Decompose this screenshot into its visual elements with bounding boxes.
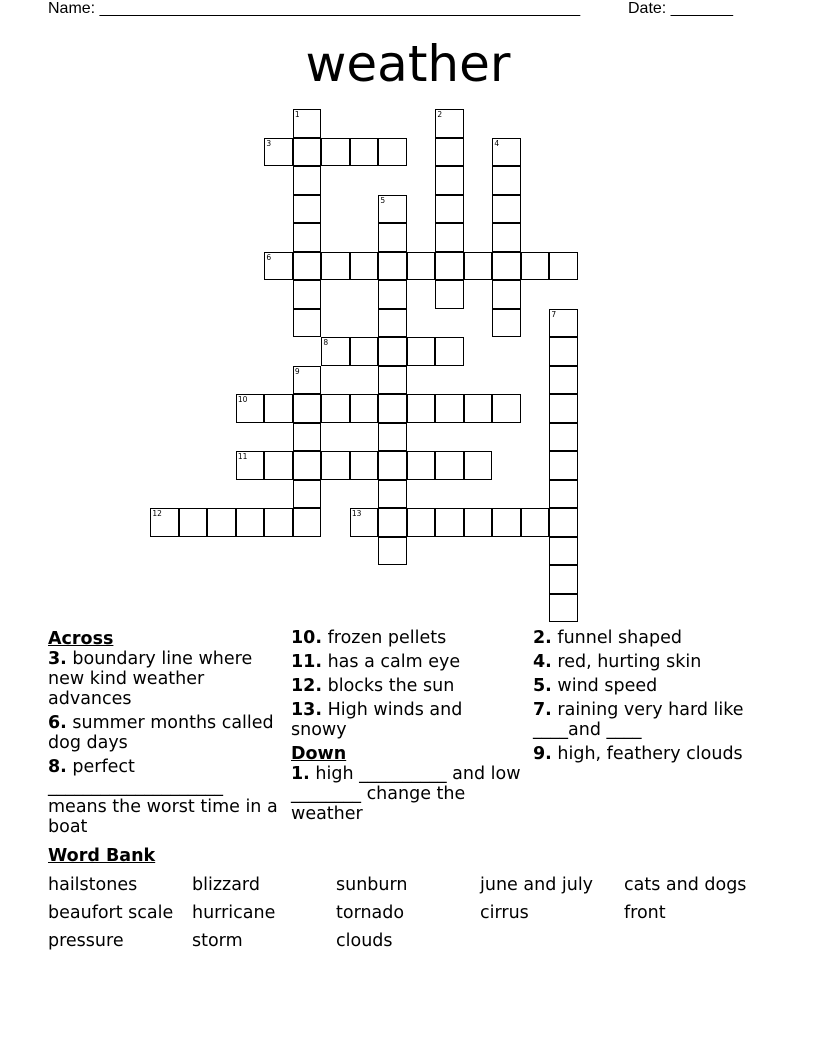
date-field-label: Date: _______ [628, 0, 733, 17]
crossword-cell[interactable] [464, 252, 492, 280]
clue-across-11: 11. has a calm eye [291, 652, 461, 672]
crossword-cell[interactable] [179, 508, 207, 536]
cell-number: 7 [551, 309, 557, 319]
crossword-cell[interactable] [492, 394, 520, 422]
crossword-cell[interactable] [521, 508, 549, 536]
crossword-cell[interactable] [293, 309, 321, 337]
cell-number: 10 [237, 395, 248, 405]
crossword-cell[interactable] [378, 280, 406, 308]
crossword-cell[interactable] [293, 280, 321, 308]
crossword-cell[interactable] [435, 252, 463, 280]
crossword-cell[interactable] [492, 508, 520, 536]
crossword-cell[interactable] [293, 423, 321, 451]
clue-across-10: 10. frozen pellets [291, 628, 447, 648]
crossword-cell[interactable] [549, 394, 577, 422]
crossword-cell[interactable] [293, 366, 321, 394]
crossword-cell[interactable] [549, 366, 577, 394]
cell-number: 8 [323, 338, 329, 348]
crossword-cell[interactable] [236, 394, 264, 422]
crossword-cell[interactable] [378, 309, 406, 337]
crossword-cell[interactable] [350, 138, 378, 166]
crossword-cell[interactable] [293, 138, 321, 166]
clue-across-12: 12. blocks the sun [291, 676, 455, 696]
crossword-cell[interactable] [492, 309, 520, 337]
crossword-cell[interactable] [378, 252, 406, 280]
clue-down-9: 9. high, feathery clouds [533, 744, 743, 764]
clue-across-6: 6. summer months called dog days [48, 713, 274, 753]
crossword-cell[interactable] [407, 394, 435, 422]
crossword-cell[interactable] [492, 223, 520, 251]
clue-down-2: 2. funnel shaped [533, 628, 682, 648]
word-bank-item: clouds [336, 931, 393, 951]
crossword-cell[interactable] [435, 195, 463, 223]
cell-number: 2 [437, 110, 443, 120]
crossword-cell[interactable] [549, 537, 577, 565]
crossword-cell[interactable] [549, 423, 577, 451]
cell-number: 4 [494, 138, 500, 148]
crossword-cell[interactable] [264, 252, 292, 280]
crossword-cell[interactable] [293, 252, 321, 280]
crossword-cell[interactable] [207, 508, 235, 536]
crossword-cell[interactable] [293, 480, 321, 508]
crossword-cell[interactable] [350, 451, 378, 479]
clues-column-1 [48, 628, 284, 841]
crossword-cell[interactable] [378, 394, 406, 422]
clue-down-1: 1. high __________ and low ________ change the weather [291, 764, 521, 824]
crossword-cell[interactable] [378, 480, 406, 508]
crossword-cell[interactable] [492, 195, 520, 223]
crossword-cell[interactable] [492, 166, 520, 194]
clues-column-2 [291, 628, 523, 828]
word-bank-item: storm [192, 931, 243, 951]
crossword-cell[interactable] [293, 195, 321, 223]
crossword-cell[interactable] [264, 508, 292, 536]
crossword-cell[interactable] [521, 252, 549, 280]
crossword-cell[interactable] [435, 508, 463, 536]
crossword-cell[interactable] [378, 366, 406, 394]
clue-down-7: 7. raining very hard like ____and ____ [533, 700, 744, 740]
word-bank-item: cats and dogs [624, 875, 747, 895]
word-bank-item: tornado [336, 903, 405, 923]
word-bank-item: blizzard [192, 875, 260, 895]
crossword-cell[interactable] [293, 394, 321, 422]
crossword-cell[interactable] [492, 280, 520, 308]
crossword-cell[interactable] [236, 451, 264, 479]
word-bank-item: pressure [48, 931, 124, 951]
crossword-cell[interactable] [293, 166, 321, 194]
crossword-cell[interactable] [378, 451, 406, 479]
clue-across-8: 8. perfect ____________________ means the worst time in a boat [48, 757, 278, 837]
crossword-cell[interactable] [435, 337, 463, 365]
crossword-cell[interactable] [492, 138, 520, 166]
word-bank-title: Word Bank [48, 846, 156, 866]
page-title: weather [305, 35, 511, 93]
crossword-cell[interactable] [264, 394, 292, 422]
crossword-cell[interactable] [549, 337, 577, 365]
crossword-cell[interactable] [350, 394, 378, 422]
crossword-cell[interactable] [350, 508, 378, 536]
crossword-cell[interactable] [464, 394, 492, 422]
crossword-cell[interactable] [378, 195, 406, 223]
clues-column-3 [533, 628, 773, 768]
crossword-cell[interactable] [350, 252, 378, 280]
crossword-cell[interactable] [264, 138, 292, 166]
crossword-cell[interactable] [549, 309, 577, 337]
crossword-cell[interactable] [407, 451, 435, 479]
crossword-cell[interactable] [378, 337, 406, 365]
crossword-cell[interactable] [435, 451, 463, 479]
crossword-cell[interactable] [264, 451, 292, 479]
word-bank-item: hailstones [48, 875, 138, 895]
word-bank-item: june and july [480, 875, 594, 895]
crossword-cell[interactable] [549, 508, 577, 536]
cell-number: 13 [351, 509, 362, 519]
crossword-cell[interactable] [378, 423, 406, 451]
crossword-cell[interactable] [407, 508, 435, 536]
cell-number: 6 [266, 252, 272, 262]
word-bank-item: hurricane [192, 903, 276, 923]
crossword-cell[interactable] [464, 508, 492, 536]
crossword-cell[interactable] [378, 508, 406, 536]
crossword-cell[interactable] [350, 337, 378, 365]
crossword-cell[interactable] [435, 109, 463, 137]
cell-number: 9 [294, 366, 300, 376]
crossword-cell[interactable] [407, 337, 435, 365]
crossword-cell[interactable] [549, 480, 577, 508]
crossword-cell[interactable] [549, 451, 577, 479]
word-bank-item: front [624, 903, 666, 923]
cell-number: 11 [237, 452, 248, 462]
crossword-cell[interactable] [293, 508, 321, 536]
name-field-label: Name: ______________________________________________________ [48, 0, 581, 17]
cell-number: 1 [294, 110, 300, 120]
crossword-cell[interactable] [321, 337, 349, 365]
clue-across-3: 3. boundary line where new kind weather advances [48, 649, 253, 709]
cell-number: 12 [152, 509, 162, 519]
cell-number: 3 [266, 138, 272, 148]
word-bank-item: cirrus [480, 903, 529, 923]
crossword-cell[interactable] [321, 451, 349, 479]
crossword-cell[interactable] [378, 537, 406, 565]
crossword-cell[interactable] [293, 223, 321, 251]
word-bank-item: sunburn [336, 875, 408, 895]
crossword-cell[interactable] [236, 508, 264, 536]
crossword-cell[interactable] [464, 451, 492, 479]
crossword-cell[interactable] [321, 138, 349, 166]
crossword-cell[interactable] [435, 138, 463, 166]
crossword-cell[interactable] [321, 252, 349, 280]
crossword-cell[interactable] [293, 451, 321, 479]
clue-across-13: 13. High winds and snowy [291, 700, 463, 740]
crossword-cell[interactable] [435, 394, 463, 422]
crossword-cell[interactable] [407, 252, 435, 280]
crossword-cell[interactable] [492, 252, 520, 280]
crossword-cell[interactable] [378, 138, 406, 166]
down-heading: Down [291, 744, 347, 764]
crossword-cell[interactable] [321, 394, 349, 422]
crossword-cell[interactable] [435, 166, 463, 194]
crossword-cell[interactable] [150, 508, 178, 536]
crossword-cell[interactable] [378, 223, 406, 251]
clue-down-4: 4. red, hurting skin [533, 652, 702, 672]
across-heading: Across [48, 629, 114, 649]
crossword-cell[interactable] [549, 594, 577, 622]
crossword-cell[interactable] [549, 252, 577, 280]
word-bank-item: beaufort scale [48, 903, 174, 923]
crossword-cell[interactable] [549, 565, 577, 593]
cell-number: 5 [380, 195, 386, 205]
clue-down-5: 5. wind speed [533, 676, 658, 696]
crossword-cell[interactable] [293, 109, 321, 137]
crossword-cell[interactable] [435, 223, 463, 251]
crossword-cell[interactable] [435, 280, 463, 308]
